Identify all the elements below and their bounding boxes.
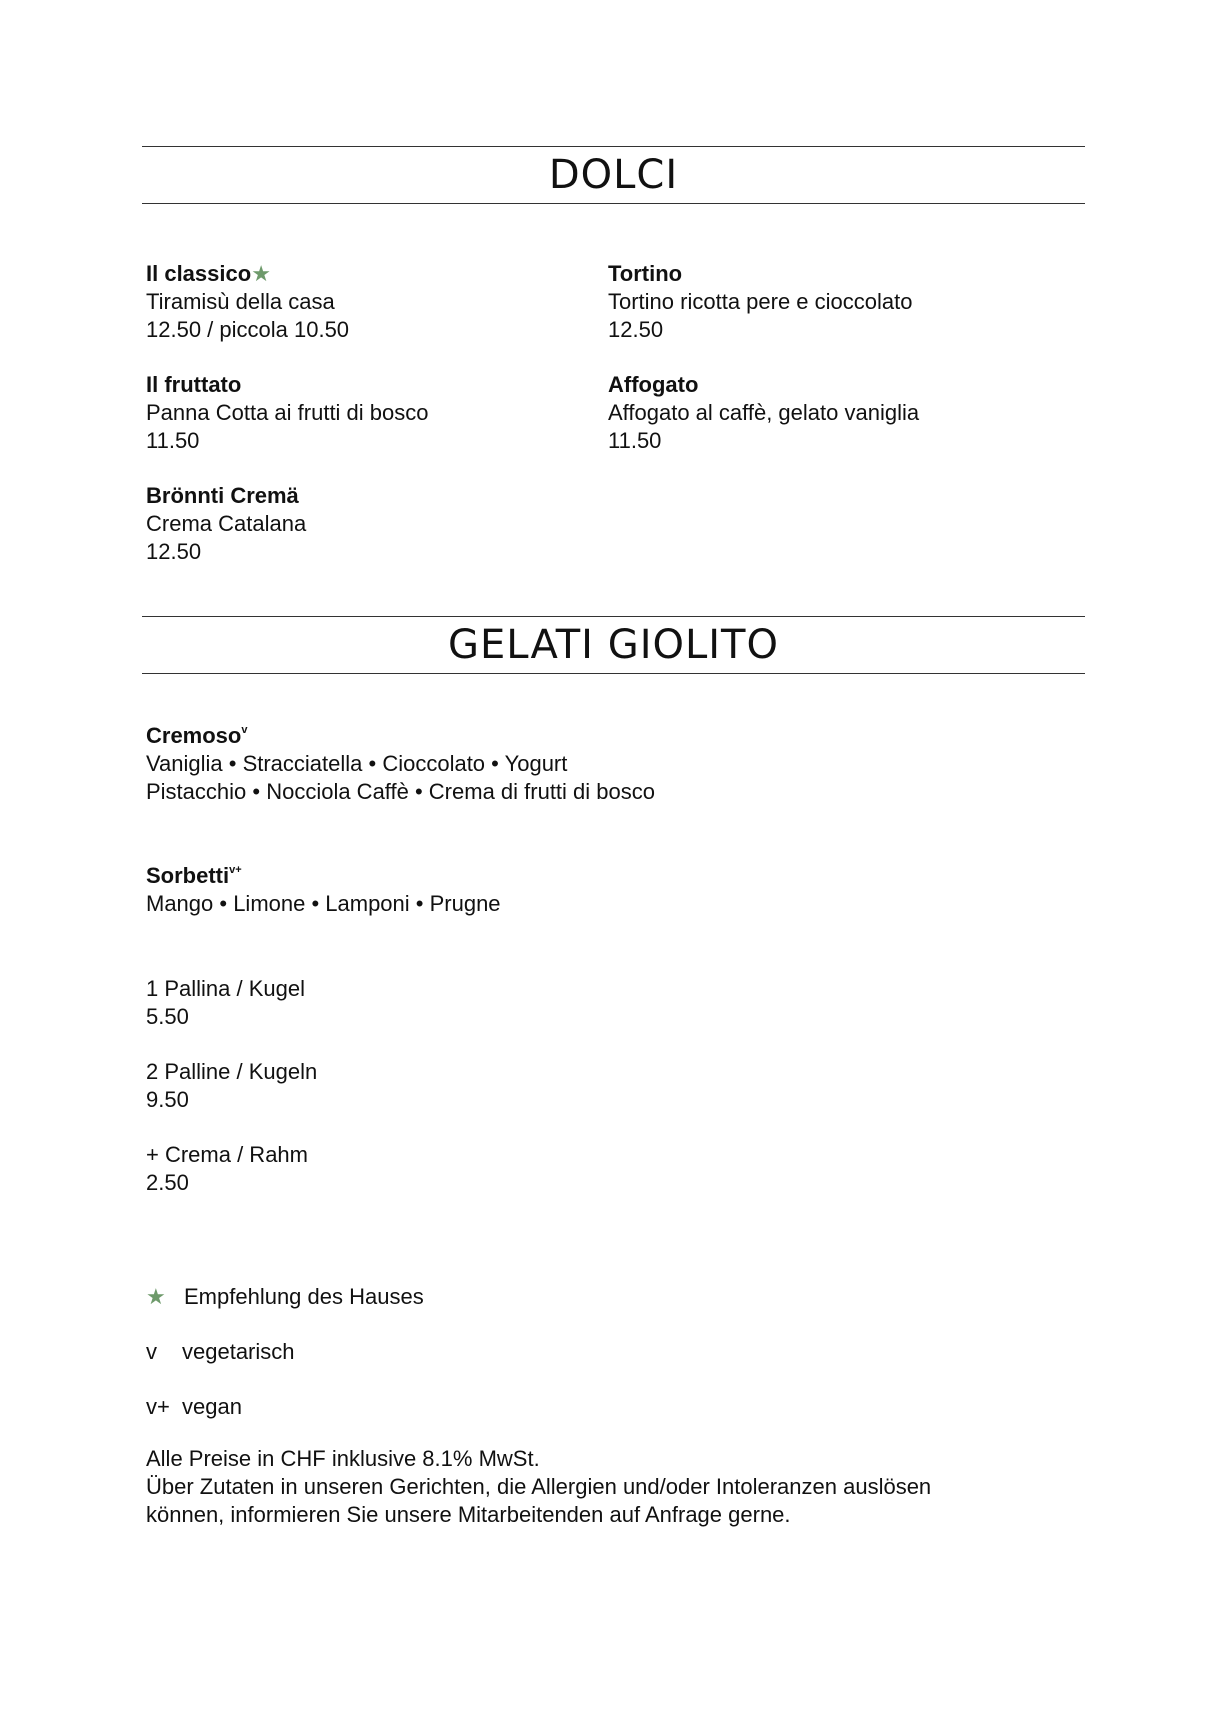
item-name: Cremoso (146, 723, 242, 748)
item-name: Il classico (146, 261, 252, 286)
legend-text: Empfehlung des Hauses (184, 1284, 424, 1309)
dolci-header (142, 146, 1085, 204)
gelati-title: GELATI GIOLITO (448, 622, 779, 668)
legend-text: vegetarisch (182, 1339, 295, 1364)
star-icon: ★ (146, 1284, 166, 1309)
dolci-item-bronnti-crema (146, 482, 306, 566)
price-label: + Crema / Rahm (146, 1142, 308, 1167)
dolci-item-il-fruttato (146, 371, 429, 455)
legend-symbol: v+ (146, 1394, 170, 1419)
gelati-header (142, 616, 1085, 674)
item-name: Sorbetti (146, 863, 230, 888)
item-description: Crema Catalana (146, 511, 307, 536)
legend-vegan (146, 1393, 242, 1421)
price-two-scoops (146, 1058, 317, 1114)
price-one-scoop (146, 975, 305, 1031)
item-price: 12.50 / piccola 10.50 (146, 317, 350, 342)
legend-vegetarian (146, 1338, 295, 1366)
vegetarian-mark: v (241, 724, 248, 736)
price-footnote (146, 1445, 931, 1529)
price-value: 2.50 (146, 1170, 189, 1195)
dolci-item-tortino (608, 260, 913, 344)
flavors-line: Vaniglia • Stracciatella • Cioccolato • Yogurt (146, 751, 568, 776)
item-description: Affogato al caffè, gelato vaniglia (608, 400, 920, 425)
price-value: 9.50 (146, 1087, 189, 1112)
dolci-item-il-classico (146, 260, 349, 344)
footnote-line: können, informieren Sie unsere Mitarbeitenden auf Anfrage gerne. (146, 1502, 791, 1527)
price-label: 2 Palline / Kugeln (146, 1059, 318, 1084)
dolci-item-affogato (608, 371, 919, 455)
item-name: Brönnti Cremä (146, 483, 299, 508)
legend-text: vegan (182, 1394, 242, 1419)
item-description: Tortino ricotta pere e cioccolato (608, 289, 913, 314)
footnote-line: Alle Preise in CHF inklusive 8.1% MwSt. (146, 1446, 540, 1471)
legend-symbol: v (146, 1339, 157, 1364)
item-description: Tiramisù della casa (146, 289, 335, 314)
price-label: 1 Pallina / Kugel (146, 976, 305, 1001)
flavors-line: Pistacchio • Nocciola Caffè • Crema di frutti di bosco (146, 779, 655, 804)
star-icon: ★ (251, 261, 271, 286)
item-description: Panna Cotta ai frutti di bosco (146, 400, 429, 425)
footnote-line: Über Zutaten in unseren Gerichten, die Allergien und/oder Intoleranzen auslösen (146, 1474, 932, 1499)
gelati-sorbetti (146, 862, 501, 918)
item-name: Il fruttato (146, 372, 242, 397)
item-price: 12.50 (608, 317, 664, 342)
dolci-title: DOLCI (548, 152, 679, 198)
flavors-line: Mango • Limone • Lamponi • Prugne (146, 891, 501, 916)
item-price: 11.50 (608, 428, 662, 453)
item-name: Affogato (608, 372, 699, 397)
price-cream (146, 1141, 308, 1197)
item-price: 12.50 (146, 539, 202, 564)
gelati-cremoso (146, 722, 655, 806)
price-value: 5.50 (146, 1004, 189, 1029)
vegan-mark: v+ (229, 864, 242, 876)
item-name: Tortino (608, 261, 683, 286)
item-price: 11.50 (146, 428, 200, 453)
legend-recommendation (146, 1283, 424, 1311)
